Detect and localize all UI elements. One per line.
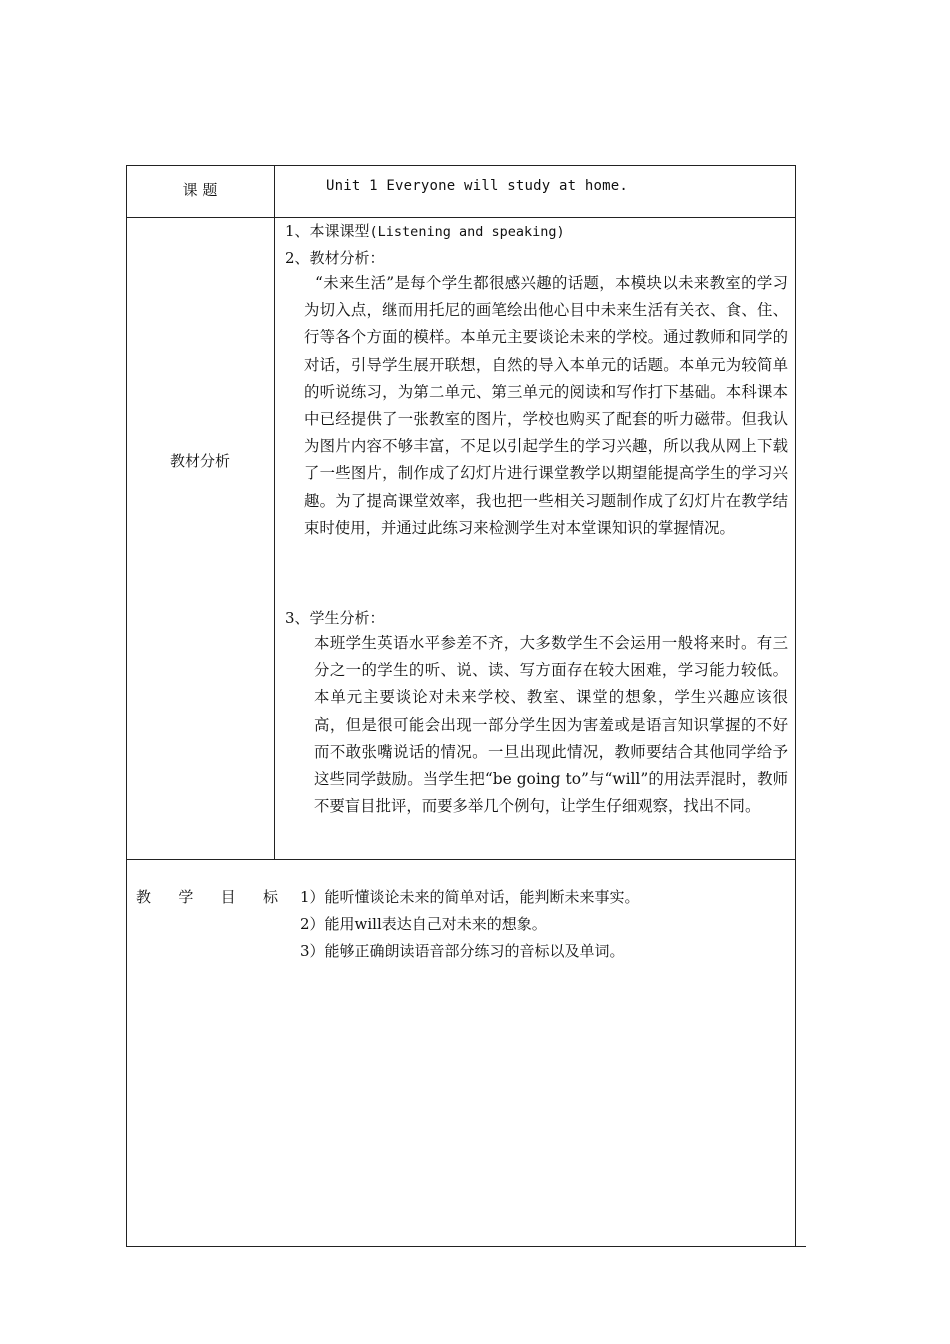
lesson-type-value: (Listening and speaking) xyxy=(369,224,565,240)
goal-label-char: 目 xyxy=(220,888,236,906)
topic-label: 课 题 xyxy=(182,181,218,199)
teaching-goals-label xyxy=(136,886,278,907)
row-divider-2 xyxy=(126,859,796,860)
table-edge-tick xyxy=(796,1246,806,1247)
material-analysis-label: 教材分析 xyxy=(169,452,230,470)
lesson-type-prefix: 1、本课课型 xyxy=(285,222,370,240)
goal-item-3: 3）能够正确朗读语音部分练习的音标以及单词。 xyxy=(300,942,625,960)
column-divider xyxy=(274,165,275,860)
goal-item-2: 2）能用will表达自己对未来的想象。 xyxy=(300,915,547,933)
lesson-title: Unit 1 Everyone will study at home. xyxy=(326,178,629,194)
lesson-type-line xyxy=(285,220,565,241)
material-analysis-heading: 2、教材分析： xyxy=(285,249,385,267)
goal-label-char: 标 xyxy=(262,888,278,906)
student-analysis-paragraph: 本班学生英语水平参差不齐，大多数学生不会运用一般将来时。有三分之一的学生的听、说、读、写方面存在较大困难，学习能力较低。本单元主要谈论对未来学校、教室、课堂的想象，学生兴趣应该很高，但是很可能会出现一部分学生因为害羞或是语言知识掌握的不好而不敢张嘴说话的情况。一旦出现此情况，教师要结合其他同学给予这些同学鼓励。当学生把“be going to”与“will”的用法弄混时，教师不要盲目批评，而要多举几个例句，让学生仔细观察，找出不同。 xyxy=(314,634,788,816)
material-analysis-paragraph: “未来生活”是每个学生都很感兴趣的话题，本模块以未来教室的学习为切入点，继而用托尼的画笔绘出他心目中未来生活有关衣、食、住、行等各个方面的模样。本单元主要谈论未来的学校。通过教师和同学的对话，引导学生展开联想，自然的导入本单元的话题。本单元为较简单的听说练习，为第二单元、第三单元的阅读和写作打下基础。本科课本中已经提供了一张教室的图片，学校也购买了配套的听力磁带。但我认为图片内容不够丰富，不足以引起学生的学习兴趣，所以我从网上下载了一些图片，制作成了幻灯片进行课堂教学以期望能提高学生的学习兴趣。为了提高课堂效率，我也把一些相关习题制作成了幻灯片在教学结束时使用，并通过此练习来检测学生对本堂课知识的掌握情况。 xyxy=(304,274,788,537)
goal-label-char: 学 xyxy=(178,888,194,906)
goal-label-char: 教 xyxy=(136,888,152,906)
row-divider-1 xyxy=(126,217,796,218)
student-analysis-heading: 3、学生分析： xyxy=(285,609,385,627)
goal-item-1: 1）能听懂谈论未来的简单对话，能判断未来事实。 xyxy=(300,888,640,906)
